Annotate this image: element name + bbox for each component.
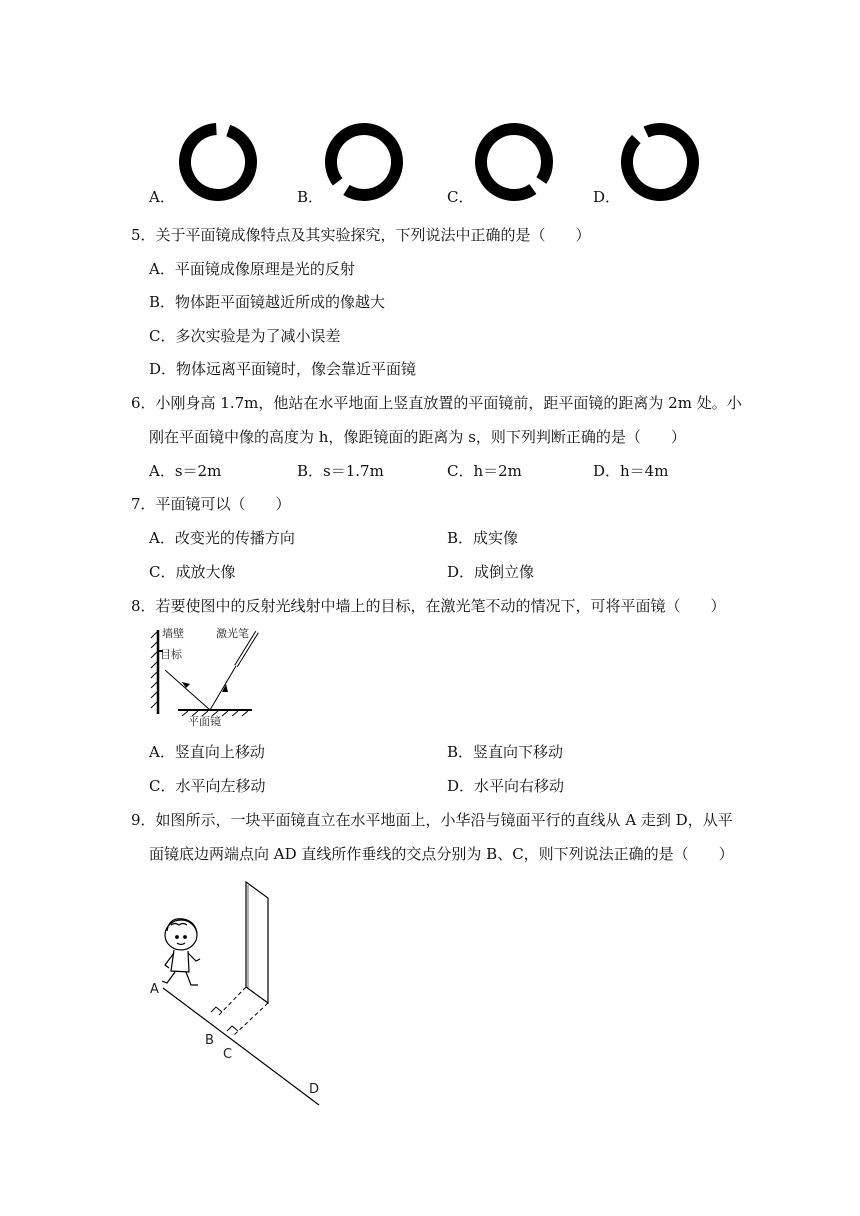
ring-gap-bottom-left-icon[interactable] — [322, 120, 406, 204]
q7-option-c[interactable]: C．成放大像 — [149, 563, 236, 581]
q9-stem-line2: 面镜底边两端点向 AD 直线所作垂线的交点分别为 B、C，则下列说法正确的是（ ） — [149, 845, 734, 863]
q4-option-c-letter[interactable]: C． — [447, 188, 474, 206]
q8-option-a[interactable]: A．竖直向上移动 — [149, 743, 265, 761]
q8-option-b[interactable]: B．竖直向下移动 — [447, 743, 564, 761]
ring-gap-top-right-icon[interactable] — [176, 120, 260, 204]
q6-stem-line1: 6．小刚身高 1.7m，他站在水平地面上竖直放置的平面镜前，距平面镜的距离为 2m 处。小 — [131, 394, 742, 412]
point-d-label: D — [309, 1082, 320, 1097]
q5-stem: 5．关于平面镜成像特点及其实验探究，下列说法中正确的是（ ） — [131, 226, 591, 244]
laser-label: 激光笔 — [216, 627, 249, 640]
q7-option-d[interactable]: D．成倒立像 — [447, 563, 535, 581]
point-c-label: C — [223, 1047, 233, 1062]
q5-option-c[interactable]: C．多次实验是为了减小误差 — [149, 327, 341, 345]
q6-option-a[interactable]: A．s＝2m — [149, 462, 222, 480]
wall-label: 墙壁 — [162, 627, 184, 640]
laser-mirror-figure — [150, 626, 265, 728]
q5-option-d[interactable]: D．物体远离平面镜时，像会靠近平面镜 — [149, 360, 417, 378]
walking-mirror-figure — [145, 875, 330, 1110]
q4-option-d-letter[interactable]: D． — [593, 188, 621, 206]
point-a-label: A — [150, 982, 159, 997]
q6-option-c[interactable]: C．h＝2m — [447, 462, 522, 480]
q8-stem: 8．若要使图中的反射光线射中墙上的目标，在激光笔不动的情况下，可将平面镜（ ） — [131, 597, 726, 615]
q6-option-d[interactable]: D．h＝4m — [593, 462, 669, 480]
q8-option-c[interactable]: C．水平向左移动 — [149, 777, 266, 795]
ring-gap-bottom-right-icon[interactable] — [472, 120, 556, 204]
mirror-label: 平面镜 — [188, 715, 221, 728]
point-b-label: B — [205, 1033, 214, 1048]
q7-stem: 7．平面镜可以（ ） — [131, 495, 291, 513]
q5-option-b[interactable]: B．物体距平面镜越近所成的像越大 — [149, 293, 386, 311]
q6-stem-line2: 刚在平面镜中像的高度为 h，像距镜面的距离为 s，则下列判断正确的是（ ） — [149, 428, 686, 446]
ring-gap-top-left-icon[interactable] — [618, 120, 702, 204]
q9-stem-line1: 9．如图所示，一块平面镜直立在水平地面上，小华沿与镜面平行的直线从 A 走到 D，从平 — [131, 811, 733, 829]
q7-option-a[interactable]: A．改变光的传播方向 — [149, 529, 295, 547]
q4-option-a-letter[interactable]: A． — [149, 188, 175, 206]
q6-option-b[interactable]: B．s＝1.7m — [297, 462, 384, 480]
target-label: 目标 — [160, 648, 182, 661]
q8-option-d[interactable]: D．水平向右移动 — [447, 777, 565, 795]
q7-option-b[interactable]: B．成实像 — [447, 529, 519, 547]
q5-option-a[interactable]: A．平面镜成像原理是光的反射 — [149, 260, 355, 278]
q4-option-b-letter[interactable]: B． — [297, 188, 324, 206]
